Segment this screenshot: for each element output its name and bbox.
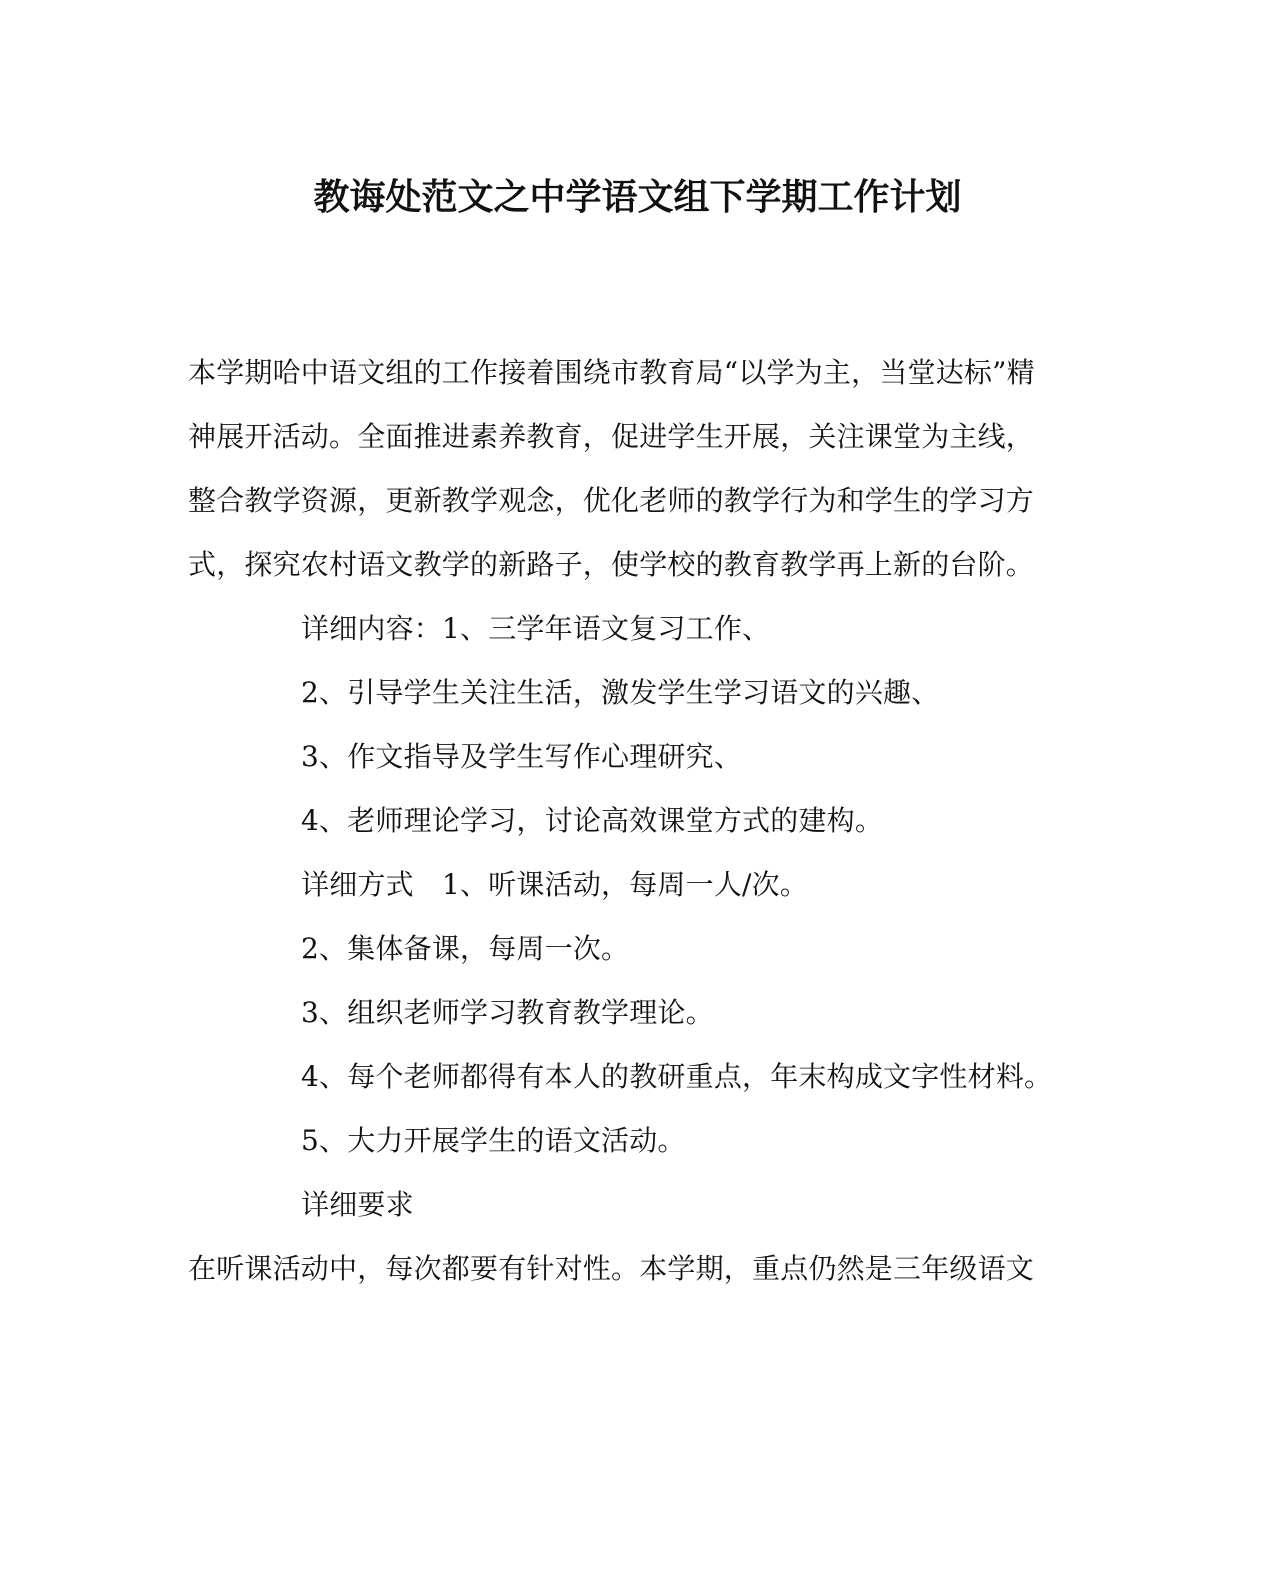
method-item-3: 3、组织老师学习教育教学理论。 (301, 996, 714, 1029)
method-heading: 详细方式 1、听课活动，每周一人/次。 (301, 868, 809, 901)
requirements-heading: 详细要求 (301, 1188, 414, 1221)
method-item-4: 4、每个老师都得有本人的教研重点，年末构成文字性材料。 (301, 1060, 1053, 1093)
requirements-line: 在听课活动中，每次都要有针对性。本学期，重点仍然是三年级语文 (188, 1252, 1035, 1285)
intro-line-2: 神展开活动。全面推进素养教育，促进学生开展，关注课堂为主线， (188, 420, 1035, 453)
content-heading: 详细内容：1、三学年语文复习工作、 (301, 612, 771, 645)
method-item-2: 2、集体备课，每周一次。 (301, 932, 630, 965)
intro-line-4: 式，探究农村语文教学的新路子，使学校的教育教学再上新的台阶。 (188, 548, 1035, 581)
content-item-3: 3、作文指导及学生写作心理研究、 (301, 740, 743, 773)
intro-line-1: 本学期哈中语文组的工作接着围绕市教育局“以学为主，当堂达标”精 (188, 356, 1035, 389)
method-item-5: 5、大力开展学生的语文活动。 (301, 1124, 686, 1157)
content-item-4: 4、老师理论学习，讨论高效课堂方式的建构。 (301, 804, 884, 837)
document-title: 教诲处范文之中学语文组下学期工作计划 (313, 177, 962, 218)
intro-line-3: 整合教学资源，更新教学观念，优化老师的教学行为和学生的学习方 (188, 484, 1035, 517)
content-item-2: 2、引导学生关注生活，激发学生学习语文的兴趣、 (301, 676, 940, 709)
